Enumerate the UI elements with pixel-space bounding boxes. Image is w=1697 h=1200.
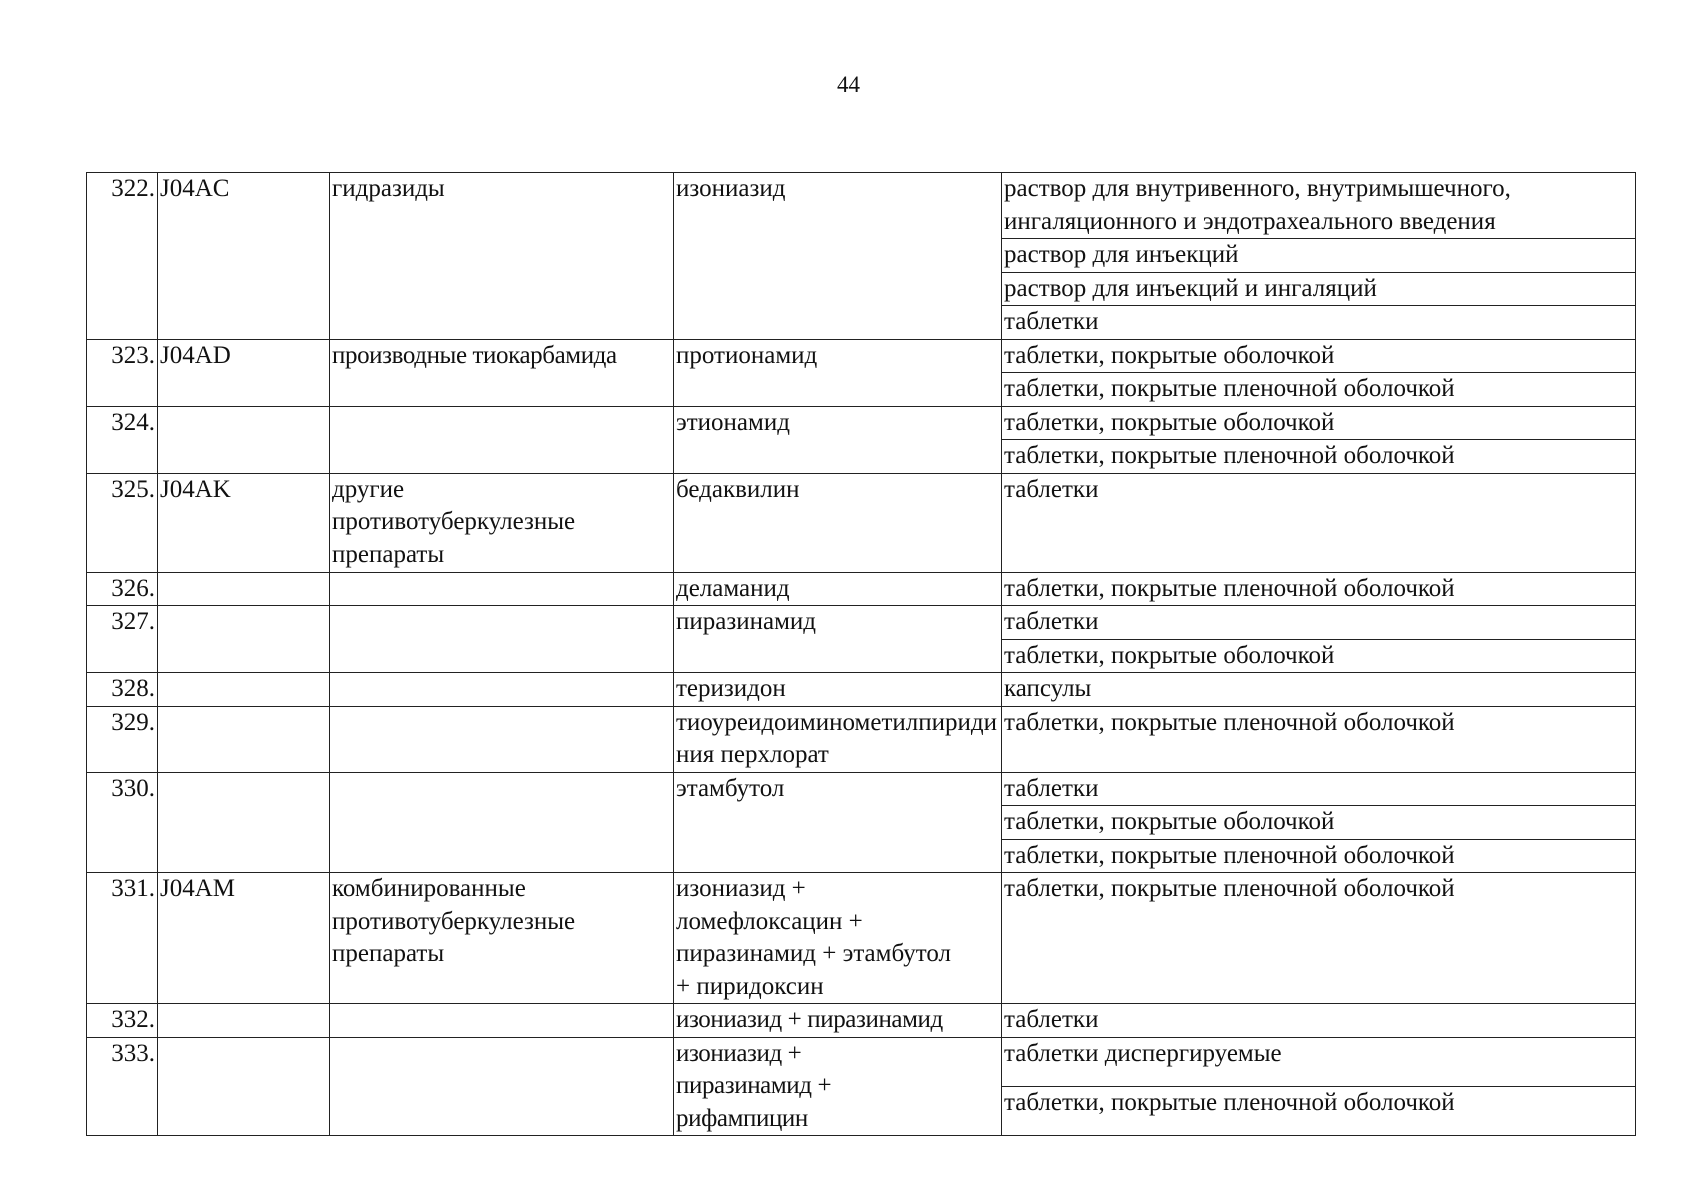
drug-name: протионамид xyxy=(674,339,1002,406)
table-row xyxy=(87,1004,1636,1038)
dosage-form: таблетки xyxy=(1002,606,1636,640)
dosage-form: таблетки xyxy=(1002,473,1636,572)
table-row xyxy=(87,473,1636,572)
row-number: 331. xyxy=(87,873,158,1004)
dosage-form: таблетки, покрытые пленочной оболочкой xyxy=(1002,839,1636,873)
dosage-form: раствор для инъекций xyxy=(1002,239,1636,273)
atc-code xyxy=(158,406,330,473)
anatomical-group xyxy=(330,772,674,873)
atc-code xyxy=(158,572,330,606)
dosage-form: таблетки, покрытые пленочной оболочкой xyxy=(1002,373,1636,407)
drug-name: изониазид xyxy=(674,173,1002,340)
anatomical-group xyxy=(330,572,674,606)
row-number: 324. xyxy=(87,406,158,473)
page-number: 44 xyxy=(837,72,860,97)
drug-name: теризидон xyxy=(674,673,1002,707)
anatomical-group xyxy=(330,706,674,772)
anatomical-group: гидразиды xyxy=(330,173,674,340)
row-number: 325. xyxy=(87,473,158,572)
anatomical-group xyxy=(330,473,674,572)
anatomical-group xyxy=(330,673,674,707)
atc-code xyxy=(158,606,330,673)
drug-name: этамбутол xyxy=(674,772,1002,873)
atc-code: J04AK xyxy=(158,473,330,572)
dosage-form: таблетки, покрытые пленочной оболочкой xyxy=(1002,572,1636,606)
anatomical-group xyxy=(330,1004,674,1038)
dosage-form: таблетки xyxy=(1002,772,1636,806)
drug-name: изониазид + ломефлоксацин + пиразинамид + этамбутол + пиридоксин xyxy=(674,873,1002,1004)
dosage-form: таблетки xyxy=(1002,1004,1636,1038)
drug-name: пиразинамид xyxy=(674,606,1002,673)
dosage-form: таблетки, покрытые оболочкой xyxy=(1002,406,1636,440)
table-row xyxy=(87,706,1636,772)
drug-name: этионамид xyxy=(674,406,1002,473)
anatomical-group xyxy=(330,1037,674,1136)
table-row xyxy=(87,406,1636,440)
table-row xyxy=(87,1037,1636,1086)
table-row xyxy=(87,772,1636,806)
row-number: 327. xyxy=(87,606,158,673)
anatomical-group xyxy=(330,406,674,473)
anatomical-group: производные тиокарбамида xyxy=(330,339,674,406)
table-row xyxy=(87,173,1636,239)
atc-code xyxy=(158,706,330,772)
group-rest: противотуберкулезные препараты xyxy=(332,508,576,568)
table-row xyxy=(87,873,1636,1004)
row-number: 332. xyxy=(87,1004,158,1038)
row-number: 323. xyxy=(87,339,158,406)
table-row xyxy=(87,339,1636,373)
dosage-form: таблетки, покрытые оболочкой xyxy=(1002,339,1636,373)
dosage-form: таблетки, покрытые пленочной оболочкой xyxy=(1002,706,1636,772)
anatomical-group: комбинированные противотуберкулезные препараты xyxy=(330,873,674,1004)
row-number: 322. xyxy=(87,173,158,340)
dosage-form: раствор для внутривенного, внутримышечного, ингаляционного и эндотрахеального введения xyxy=(1002,173,1636,239)
dosage-form: таблетки, покрытые оболочкой xyxy=(1002,806,1636,840)
dosage-form: капсулы xyxy=(1002,673,1636,707)
table-row xyxy=(87,606,1636,640)
table-row xyxy=(87,673,1636,707)
dosage-form: таблетки, покрытые пленочной оболочкой xyxy=(1002,873,1636,1004)
row-number: 329. xyxy=(87,706,158,772)
atc-code xyxy=(158,1004,330,1038)
atc-code xyxy=(158,1037,330,1136)
row-number: 328. xyxy=(87,673,158,707)
dosage-form: таблетки xyxy=(1002,306,1636,340)
row-number: 333. xyxy=(87,1037,158,1136)
drug-name: деламанид xyxy=(674,572,1002,606)
atc-code xyxy=(158,772,330,873)
drug-name: изониазид + пиразинамид xyxy=(674,1004,1002,1038)
drug-name: изониазид + пиразинамид + рифампицин xyxy=(674,1037,1002,1136)
drug-name: бедаквилин xyxy=(674,473,1002,572)
row-number: 330. xyxy=(87,772,158,873)
dosage-form: таблетки диспергируемые xyxy=(1002,1037,1636,1086)
atc-code: J04AM xyxy=(158,873,330,1004)
row-number: 326. xyxy=(87,572,158,606)
drug-table xyxy=(86,172,1636,1136)
dosage-form: таблетки, покрытые пленочной оболочкой xyxy=(1002,440,1636,474)
anatomical-group xyxy=(330,606,674,673)
atc-code: J04AD xyxy=(158,339,330,406)
dosage-form: таблетки, покрытые пленочной оболочкой xyxy=(1002,1086,1636,1135)
dosage-form: таблетки, покрытые оболочкой xyxy=(1002,639,1636,673)
atc-code xyxy=(158,673,330,707)
group-line: другие xyxy=(332,475,405,503)
dosage-form: раствор для инъекций и ингаляций xyxy=(1002,272,1636,306)
atc-code: J04AC xyxy=(158,173,330,340)
table-row xyxy=(87,572,1636,606)
drug-name: тиоуреидоиминометилпиридиния перхлорат xyxy=(674,706,1002,772)
